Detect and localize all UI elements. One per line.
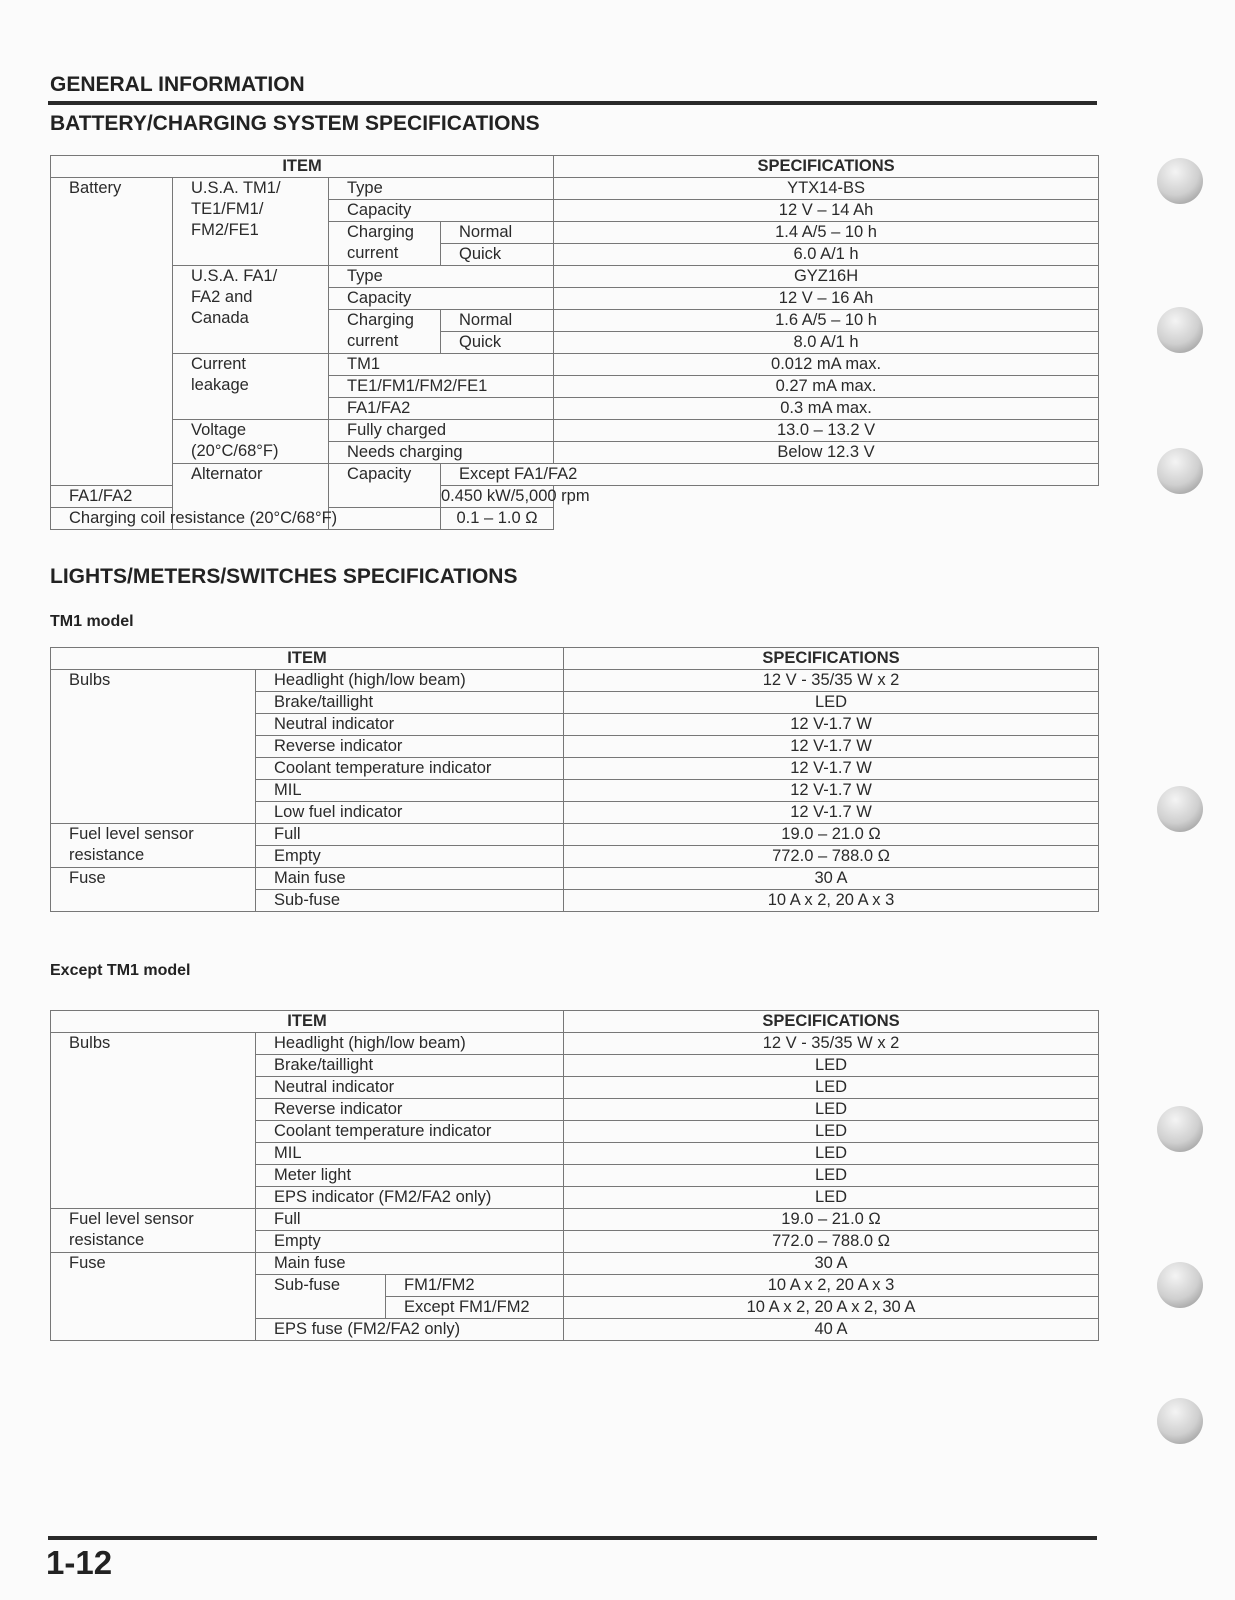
row-label: Needs charging [329,442,554,464]
battery-label: Battery [51,178,173,486]
spec-value: 12 V-1.7 W [564,802,1099,824]
binder-hole-icon [1157,786,1203,832]
row-label: Reverse indicator [256,736,564,758]
row-label: Main fuse [256,868,564,890]
spec-header: SPECIFICATIONS [554,156,1099,178]
spec-value: LED [564,692,1099,714]
lights-section-title: LIGHTS/METERS/SWITCHES SPECIFICATIONS [50,565,518,588]
item-header: ITEM [51,648,564,670]
group1-label: U.S.A. TM1/ TE1/FM1/ FM2/FE1 [173,178,329,266]
type-label: Type [329,178,554,200]
current-leakage-label: Current leakage [173,354,329,420]
bulbs-label: Bulbs [51,670,256,824]
row-label: Low fuel indicator [256,802,564,824]
row-label: Reverse indicator [256,1099,564,1121]
table-header-row [51,648,1099,670]
spec-value: 40 A [564,1319,1099,1341]
spec-value: 0.3 mA max. [554,398,1099,420]
spec-value: LED [564,1077,1099,1099]
row-label: Main fuse [256,1253,564,1275]
spec-value: 30 A [564,1253,1099,1275]
sub-fuse-label: Sub-fuse [256,1275,386,1319]
row-label: MIL [256,1143,564,1165]
quick-label: Quick [441,244,554,266]
row-label: FM1/FM2 [386,1275,564,1297]
table-row [51,1033,1099,1055]
table-row [51,266,1099,288]
spec-header: SPECIFICATIONS [564,1011,1099,1033]
spec-value: 12 V – 16 Ah [554,288,1099,310]
row-label: Coolant temperature indicator [256,758,564,780]
charging-current-label: Charging current [329,310,441,354]
except-tm1-subtitle: Except TM1 model [50,962,191,979]
spec-value: 0.27 mA max. [554,376,1099,398]
capacity-label: Capacity [329,288,554,310]
table-header-row [51,1011,1099,1033]
row-label: TM1 [329,354,554,376]
row-label: Coolant temperature indicator [256,1121,564,1143]
spec-value: 772.0 – 788.0 Ω [564,846,1099,868]
table-row [51,824,1099,846]
spec-value: 30 A [564,868,1099,890]
fuel-sensor-label: Fuel level sensor resistance [51,824,256,868]
page-section-title: GENERAL INFORMATION [50,73,305,96]
row-label: Fully charged [329,420,554,442]
spec-value: 0.450 kW/5,000 rpm [441,486,554,508]
tm1-spec-table [50,647,1099,912]
binder-hole-icon [1157,158,1203,204]
spec-value: 12 V-1.7 W [564,780,1099,802]
table-row [51,464,1099,486]
alt-capacity-label: Capacity [329,464,441,508]
fuse-label: Fuse [51,868,256,912]
table-row [51,486,1099,508]
binder-hole-icon [1157,1106,1203,1152]
spec-value: LED [564,1121,1099,1143]
row-label: Headlight (high/low beam) [256,1033,564,1055]
spec-value: 13.0 – 13.2 V [554,420,1099,442]
row-label: Except FM1/FM2 [386,1297,564,1319]
spec-value: 19.0 – 21.0 Ω [564,1209,1099,1231]
spec-value: 1.6 A/5 – 10 h [554,310,1099,332]
spec-value: 0.012 mA max. [554,354,1099,376]
item-header: ITEM [51,156,554,178]
table-row [51,508,1099,530]
row-label: Full [256,1209,564,1231]
spec-value: 10 A x 2, 20 A x 2, 30 A [564,1297,1099,1319]
binder-hole-icon [1157,1262,1203,1308]
spec-value: 8.0 A/1 h [554,332,1099,354]
spec-header: SPECIFICATIONS [564,648,1099,670]
table-row [51,1253,1099,1275]
row-label: EPS fuse (FM2/FA2 only) [256,1319,564,1341]
row-label: Except FA1/FA2 [441,464,1099,486]
spec-value: Below 12.3 V [554,442,1099,464]
spec-value: LED [564,1187,1099,1209]
spec-value: 12 V - 35/35 W x 2 [564,1033,1099,1055]
voltage-label: Voltage (20°C/68°F) [173,420,329,464]
spec-value: 10 A x 2, 20 A x 3 [564,1275,1099,1297]
table-row [51,1209,1099,1231]
charging-current-label: Charging current [329,222,441,266]
capacity-label: Capacity [329,200,554,222]
quick-label: Quick [441,332,554,354]
table-row [51,354,1099,376]
row-label: Sub-fuse [256,890,564,912]
battery-spec-table [50,155,1099,530]
table-row [51,670,1099,692]
top-rule [48,101,1097,105]
spec-value: 10 A x 2, 20 A x 3 [564,890,1099,912]
binder-hole-icon [1157,1398,1203,1444]
except-tm1-spec-table [50,1010,1099,1341]
row-label: Headlight (high/low beam) [256,670,564,692]
spec-value: 1.4 A/5 – 10 h [554,222,1099,244]
spec-value: 0.1 – 1.0 Ω [441,508,554,530]
binder-hole-icon [1157,448,1203,494]
table-header-row [51,156,1099,178]
row-label: Empty [256,846,564,868]
bulbs-label: Bulbs [51,1033,256,1209]
type-label: Type [329,266,554,288]
battery-section-title: BATTERY/CHARGING SYSTEM SPECIFICATIONS [50,112,540,135]
spec-value: 19.0 – 21.0 Ω [564,824,1099,846]
fuel-sensor-label: Fuel level sensor resistance [51,1209,256,1253]
item-header: ITEM [51,1011,564,1033]
spec-value: YTX14-BS [554,178,1099,200]
row-label: MIL [256,780,564,802]
row-label: EPS indicator (FM2/FA2 only) [256,1187,564,1209]
fuse-label: Fuse [51,1253,256,1341]
page-number: 1-12 [46,1544,113,1581]
spec-value: 12 V-1.7 W [564,714,1099,736]
spec-value: 12 V-1.7 W [564,758,1099,780]
group2-label: U.S.A. FA1/ FA2 and Canada [173,266,329,354]
spec-value: 772.0 – 788.0 Ω [564,1231,1099,1253]
tm1-subtitle: TM1 model [50,613,134,630]
table-row [51,178,1099,200]
table-row [51,868,1099,890]
row-label: TE1/FM1/FM2/FE1 [329,376,554,398]
spec-value: LED [564,1165,1099,1187]
spec-value: 6.0 A/1 h [554,244,1099,266]
row-label: FA1/FA2 [329,398,554,420]
table-row [51,420,1099,442]
row-label: FA1/FA2 [51,486,329,508]
spec-value: LED [564,1055,1099,1077]
row-label: Meter light [256,1165,564,1187]
bottom-rule [48,1536,1097,1540]
row-label: Full [256,824,564,846]
normal-label: Normal [441,222,554,244]
spec-value: GYZ16H [554,266,1099,288]
coil-label: Charging coil resistance (20°C/68°F) [51,508,441,530]
row-label: Neutral indicator [256,1077,564,1099]
spec-value: LED [564,1143,1099,1165]
spec-value: 12 V-1.7 W [564,736,1099,758]
spec-value: LED [564,1099,1099,1121]
row-label: Empty [256,1231,564,1253]
spec-value: 12 V – 14 Ah [554,200,1099,222]
row-label: Brake/taillight [256,692,564,714]
spec-value: 12 V - 35/35 W x 2 [564,670,1099,692]
binder-hole-icon [1157,307,1203,353]
normal-label: Normal [441,310,554,332]
alternator-label: Alternator [173,464,329,530]
row-label: Brake/taillight [256,1055,564,1077]
row-label: Neutral indicator [256,714,564,736]
